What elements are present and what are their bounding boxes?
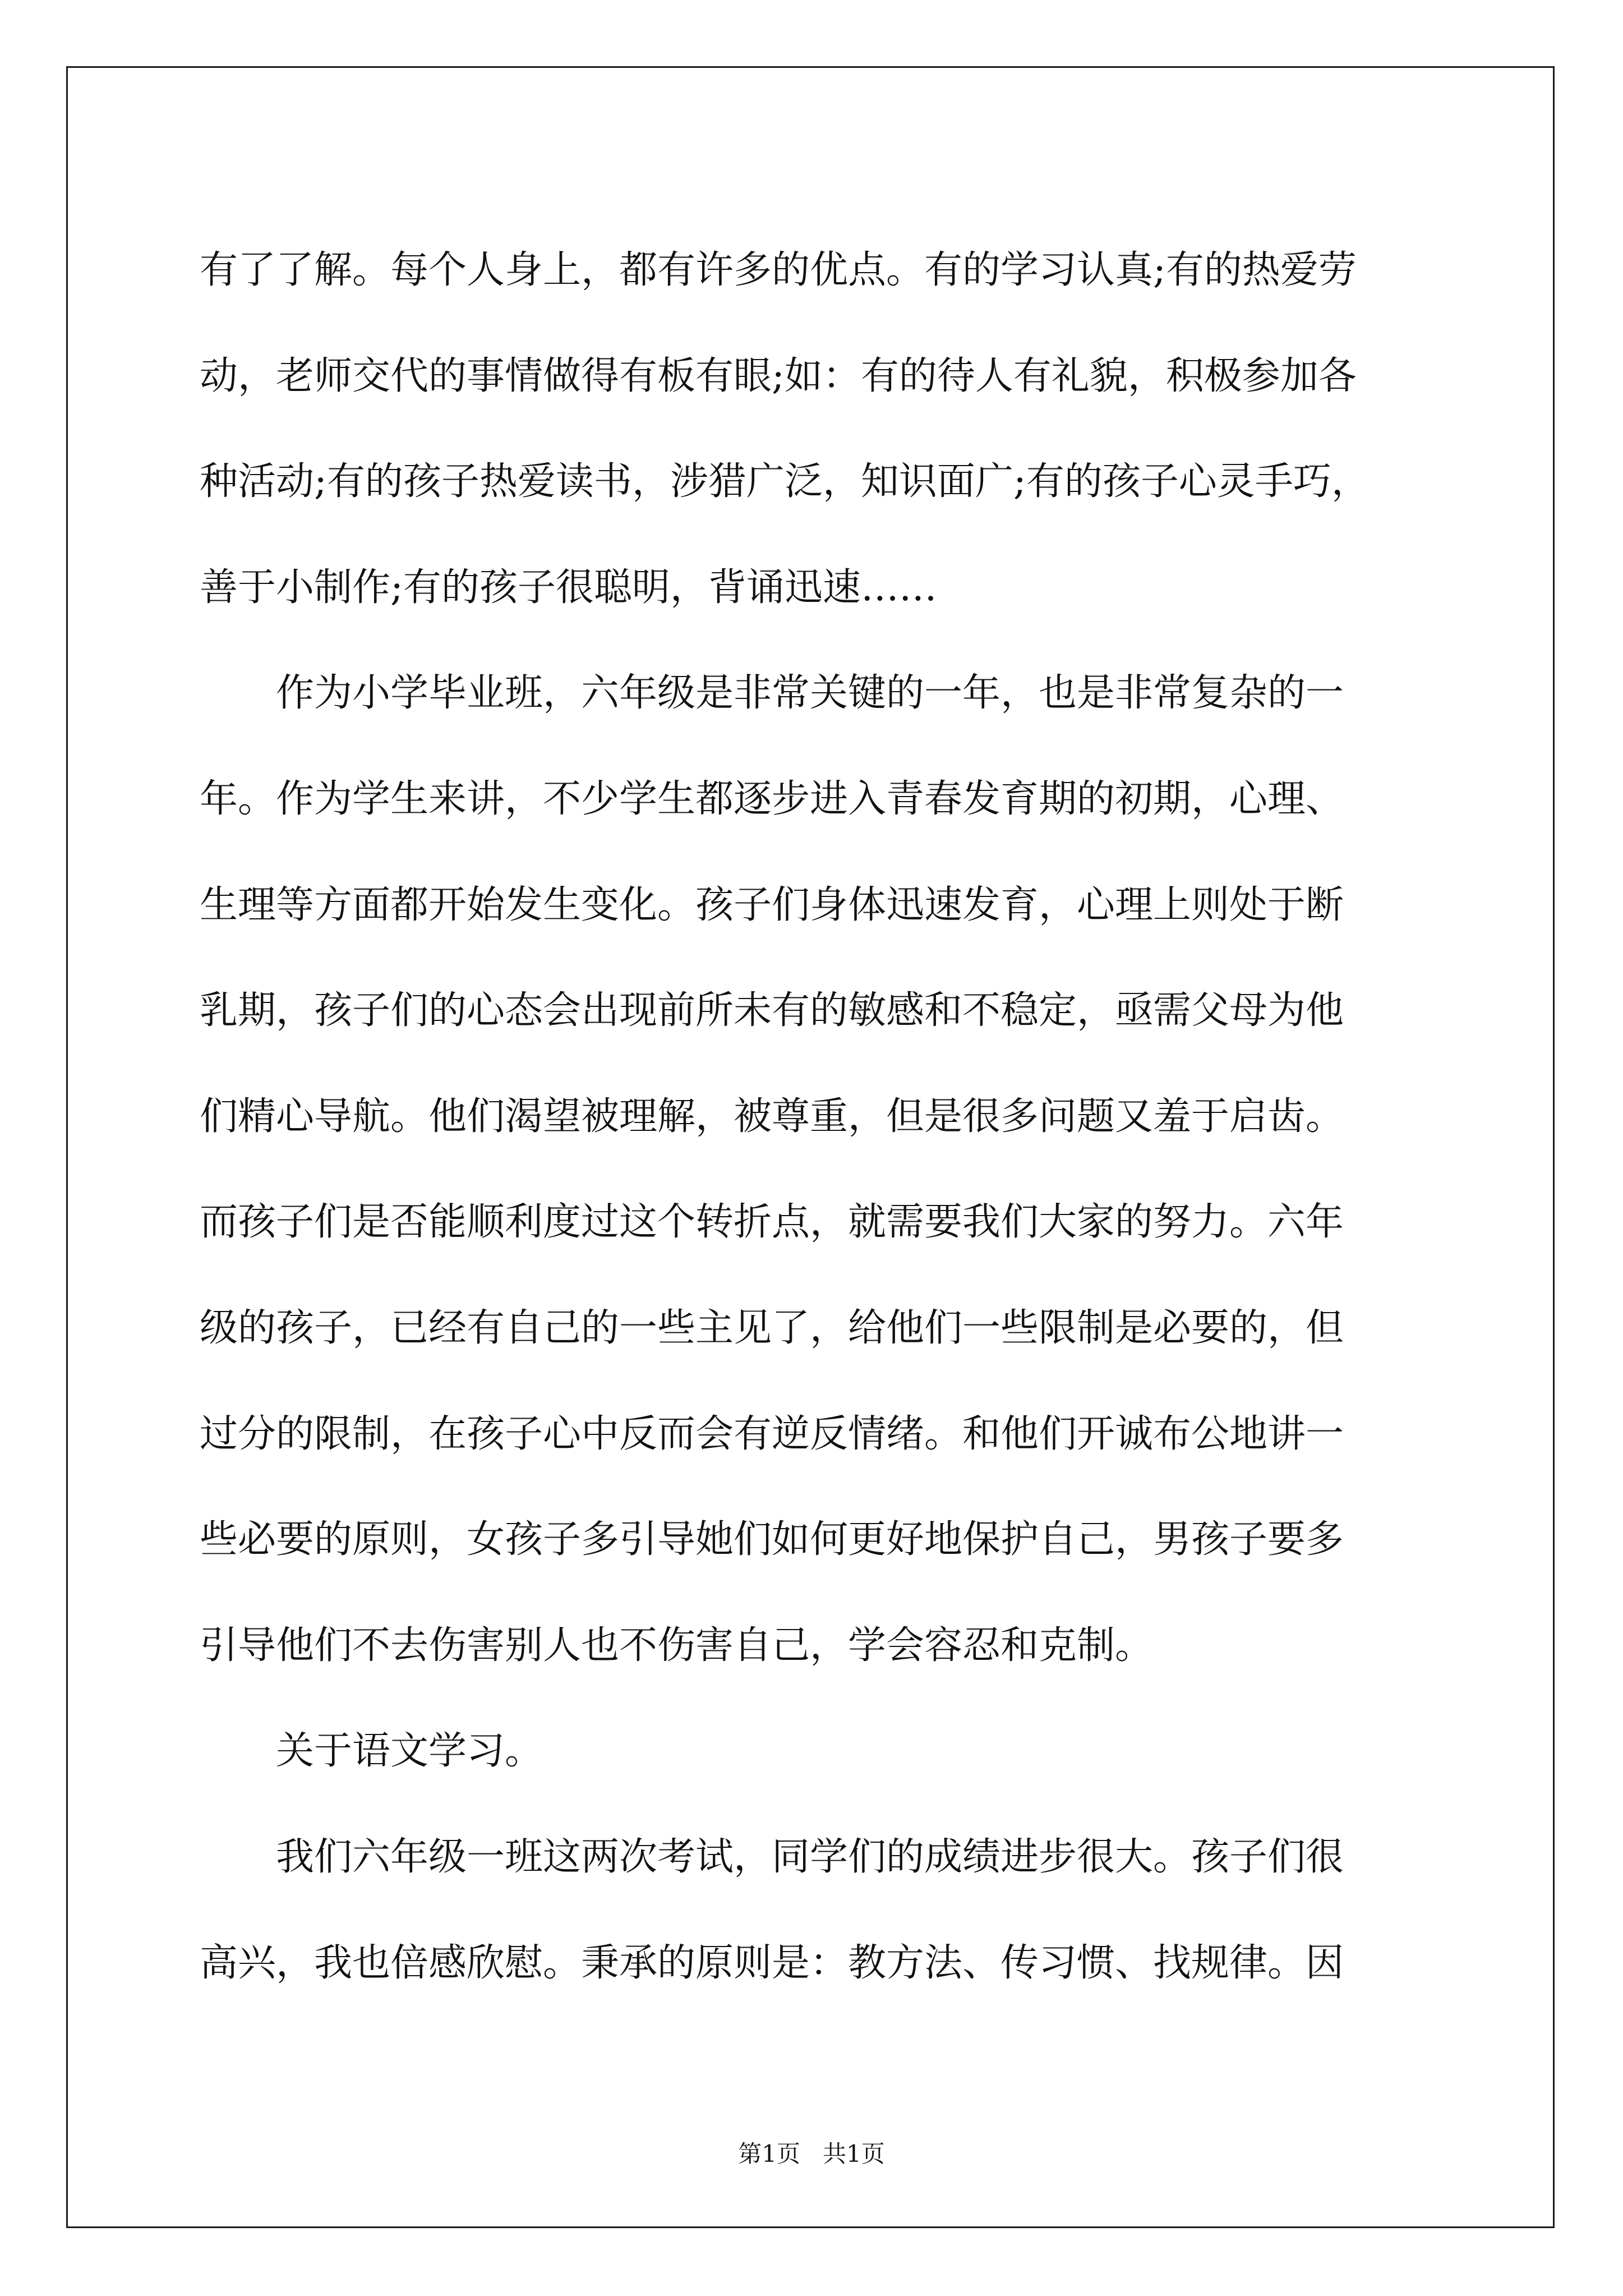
text-line: 动，老师交代的事情做得有板有眼;如：有的待人有礼貌，积极参加各 <box>200 353 1357 398</box>
text-line: 过分的限制，在孩子心中反而会有逆反情绪。和他们开诚布公地讲一 <box>200 1411 1344 1456</box>
text-line: 引导他们不去伤害别人也不伤害自己，学会容忍和克制。 <box>200 1623 1154 1668</box>
text-line: 年。作为学生来讲，不少学生都逐步进入青春发育期的初期，心理、 <box>200 776 1344 821</box>
paragraph-start-line: 作为小学毕业班，六年级是非常关键的一年，也是非常复杂的一 <box>276 671 1344 716</box>
text-line: 而孩子们是否能顺利度过这个转折点，就需要我们大家的努力。六年 <box>200 1200 1344 1245</box>
text-line: 级的孩子，已经有自己的一些主见了，给他们一些限制是必要的，但 <box>200 1305 1344 1350</box>
section-heading: 关于语文学习。 <box>276 1729 543 1774</box>
text-line: 乳期，孩子们的心态会出现前所未有的敏感和不稳定，亟需父母为他 <box>200 988 1344 1033</box>
text-line: 些必要的原则，女孩子多引导她们如何更好地保护自己，男孩子要多 <box>200 1517 1344 1562</box>
document-body <box>200 218 1433 2016</box>
text-line: 生理等方面都开始发生变化。孩子们身体迅速发育，心理上则处于断 <box>200 882 1344 927</box>
text-line: 有了了解。每个人身上，都有许多的优点。有的学习认真;有的热爱劳 <box>200 248 1357 292</box>
text-line: 善于小制作;有的孩子很聪明，背诵迅速…… <box>200 565 937 610</box>
text-line: 高兴，我也倍感欣慰。秉承的原则是：教方法、传习惯、找规律。因 <box>200 1940 1344 1985</box>
text-line: 们精心导航。他们渴望被理解，被尊重，但是很多问题又羞于启齿。 <box>200 1094 1344 1139</box>
paragraph-start-line: 我们六年级一班这两次考试，同学们的成绩进步很大。孩子们很 <box>276 1834 1344 1879</box>
page-number-footer: 第1页 共1页 <box>738 2140 885 2168</box>
text-line: 种活动;有的孩子热爱读书，涉猎广泛，知识面广;有的孩子心灵手巧， <box>200 459 1370 504</box>
